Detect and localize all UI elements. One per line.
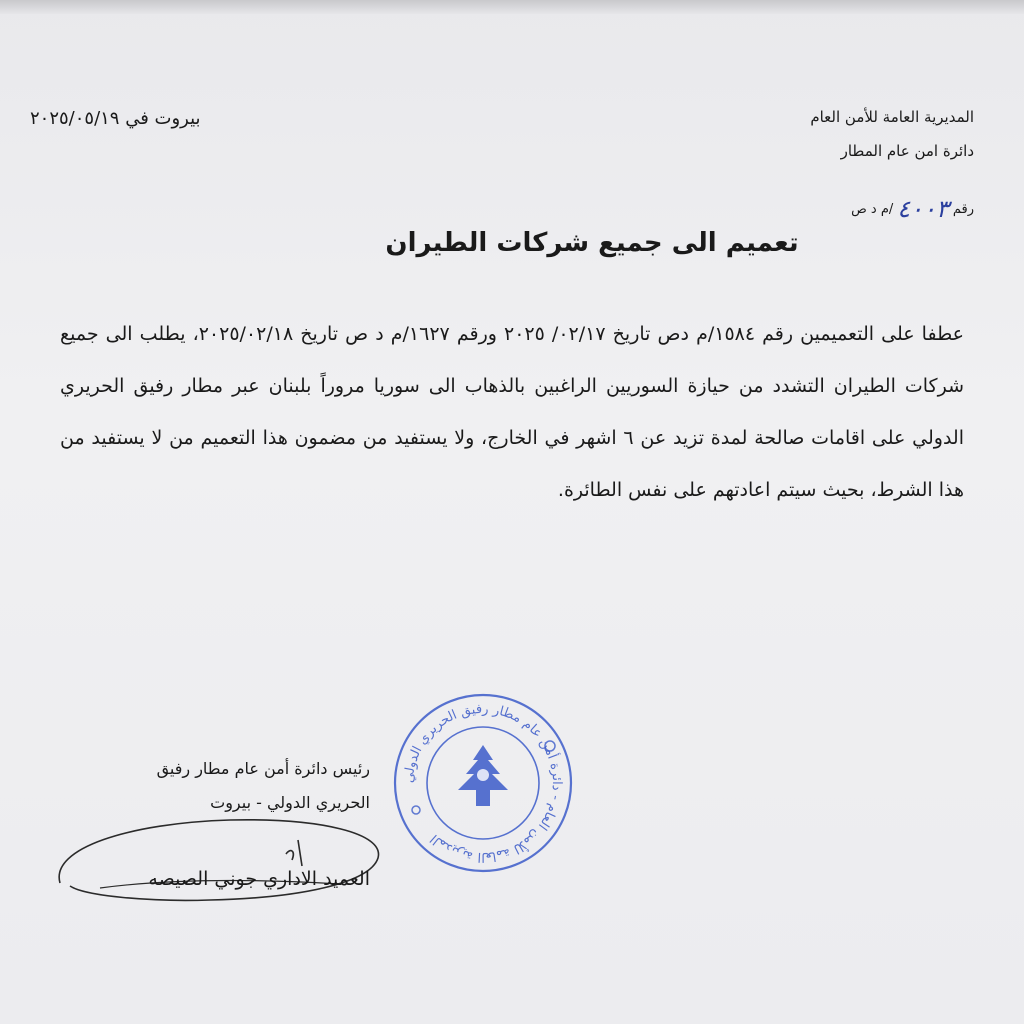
document-subject xyxy=(0,228,1024,258)
stamp-text: المديرية العامة للأمن العام - دائرة أمن عام مطار رفيق الحريري الدولي xyxy=(401,701,565,865)
reference-number-handwritten: ٤٠٠٣ xyxy=(897,195,949,223)
reference-prefix: رقم xyxy=(952,201,974,217)
signatory-title-line-1: رئيس دائرة أمن عام مطار رفيق xyxy=(156,759,370,778)
subject-text: تعميم الى جميع شركات الطيران xyxy=(385,228,799,258)
signature-block xyxy=(40,752,370,896)
signatory-title-line-2: الحريري الدولي - بيروت xyxy=(210,793,370,812)
organization-name: المديرية العامة للأمن العام xyxy=(810,108,974,126)
document-date: بيروت في ٢٠٢٥/٠٥/١٩ xyxy=(30,108,201,129)
paper-edge xyxy=(0,0,1024,14)
signatory-name: العميد الاداري جوني الصيصه xyxy=(148,868,370,890)
official-stamp-icon xyxy=(390,690,576,876)
document-body: عطفا على التعميمين رقم ١٥٨٤/م دص تاريخ ٠٢/١٧/ ٢٠٢٥ ورقم ١٦٢٧/م د ص تاريخ ٢٠٢٥/٠٢/١٨، يطلب الى جميع شركات الطيران التشدد من حيازة السوريين الراغبين بالذهاب الى سوريا مروراً بلبنان عبر مطار رفيق الحريري الدولي على اقامات صالحة لمدة تزيد عن ٦ اشهر في الخارج، ولا يستفيد من مضمون هذا التعميم من لا يستفيد من هذا الشرط، بحيث سيتم اعادتهم على نفس الطائرة. xyxy=(60,323,964,501)
reference-number xyxy=(851,195,974,223)
department-name: دائرة امن عام المطار xyxy=(840,142,974,160)
reference-suffix: /م د ص xyxy=(851,201,894,217)
